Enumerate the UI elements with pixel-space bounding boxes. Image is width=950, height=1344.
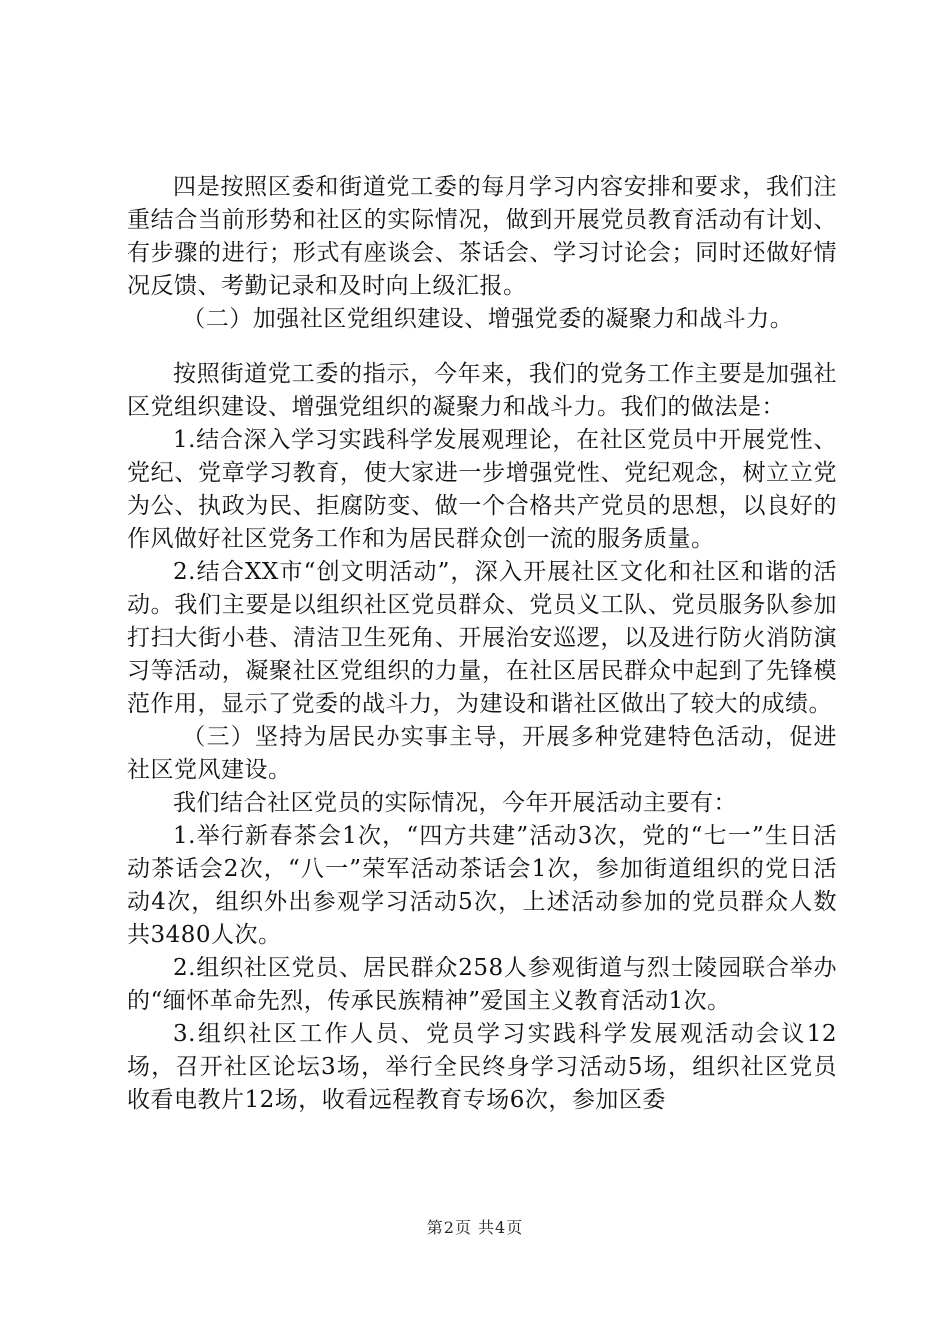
paragraph-item-1-education: 1.结合深入学习实践科学发展观理论，在社区党员中开展党性、党纪、党章学习教育，使大家进一步增强党性、党纪观念，树立立党为公、执政为民、拒腐防变、做一个合格共产党员的思想，以良好的作风做好社区党务工作和为居民群众创一流的服务质量。 — [127, 427, 837, 552]
page-number-footer: 第2页 共4页 — [426, 1218, 524, 1237]
section-heading-two: （二）加强社区党组织建设、增强党委的凝聚力和战斗力。 — [182, 306, 794, 332]
paragraph-activity-2: 2.组织社区党员、居民群众258人参观街道与烈士陵园联合举办的“缅怀革命先烈，传承民族精神”爱国主义教育活动1次。 — [127, 955, 837, 1014]
paragraph-party-work-intro: 按照街道党工委的指示，今年来，我们的党务工作主要是加强社区党组织建设、增强党组织的凝聚力和战斗力。我们的做法是： — [127, 361, 837, 420]
document-body — [127, 171, 837, 1117]
paragraph-study-arrangement: 四是按照区委和街道党工委的每月学习内容安排和要求，我们注重结合当前形势和社区的实际情况，做到开展党员教育活动有计划、有步骤的进行；形式有座谈会、茶话会、学习讨论会；同时还做好情况反馈、考勤记录和及时向上级汇报。 — [127, 174, 837, 299]
paragraph-activity-3: 3.组织社区工作人员、党员学习实践科学发展观活动会议12场，召开社区论坛3场，举行全民终身学习活动5场，组织社区党员收看电教片12场，收看远程教育专场6次，参加区委 — [127, 1021, 837, 1113]
paragraph-activities-intro: 我们结合社区党员的实际情况，今年开展活动主要有： — [173, 790, 737, 816]
paragraph-item-2-civilization: 2.结合XX市“创文明活动”，深入开展社区文化和社区和谐的活动。我们主要是以组织社区党员群众、党员义工队、党员服务队参加打扫大街小巷、清洁卫生死角、开展治安巡逻，以及进行防火消防演习等活动，凝聚社区党组织的力量，在社区居民群众中起到了先锋模范作用，显示了党委的战斗力，为建设和谐社区做出了较大的成绩。 — [127, 559, 837, 717]
paragraph-activity-1: 1.举行新春茶会1次，“四方共建”活动3次，党的“七一”生日活动茶话会2次，“八一”荣军活动茶话会1次，参加街道组织的党日活动4次，组织外出参观学习活动5次，上述活动参加的党员群众人数共3480人次。 — [127, 823, 837, 948]
section-heading-three: （三）坚持为居民办实事主导，开展多种党建特色活动，促进社区党风建设。 — [127, 724, 837, 783]
